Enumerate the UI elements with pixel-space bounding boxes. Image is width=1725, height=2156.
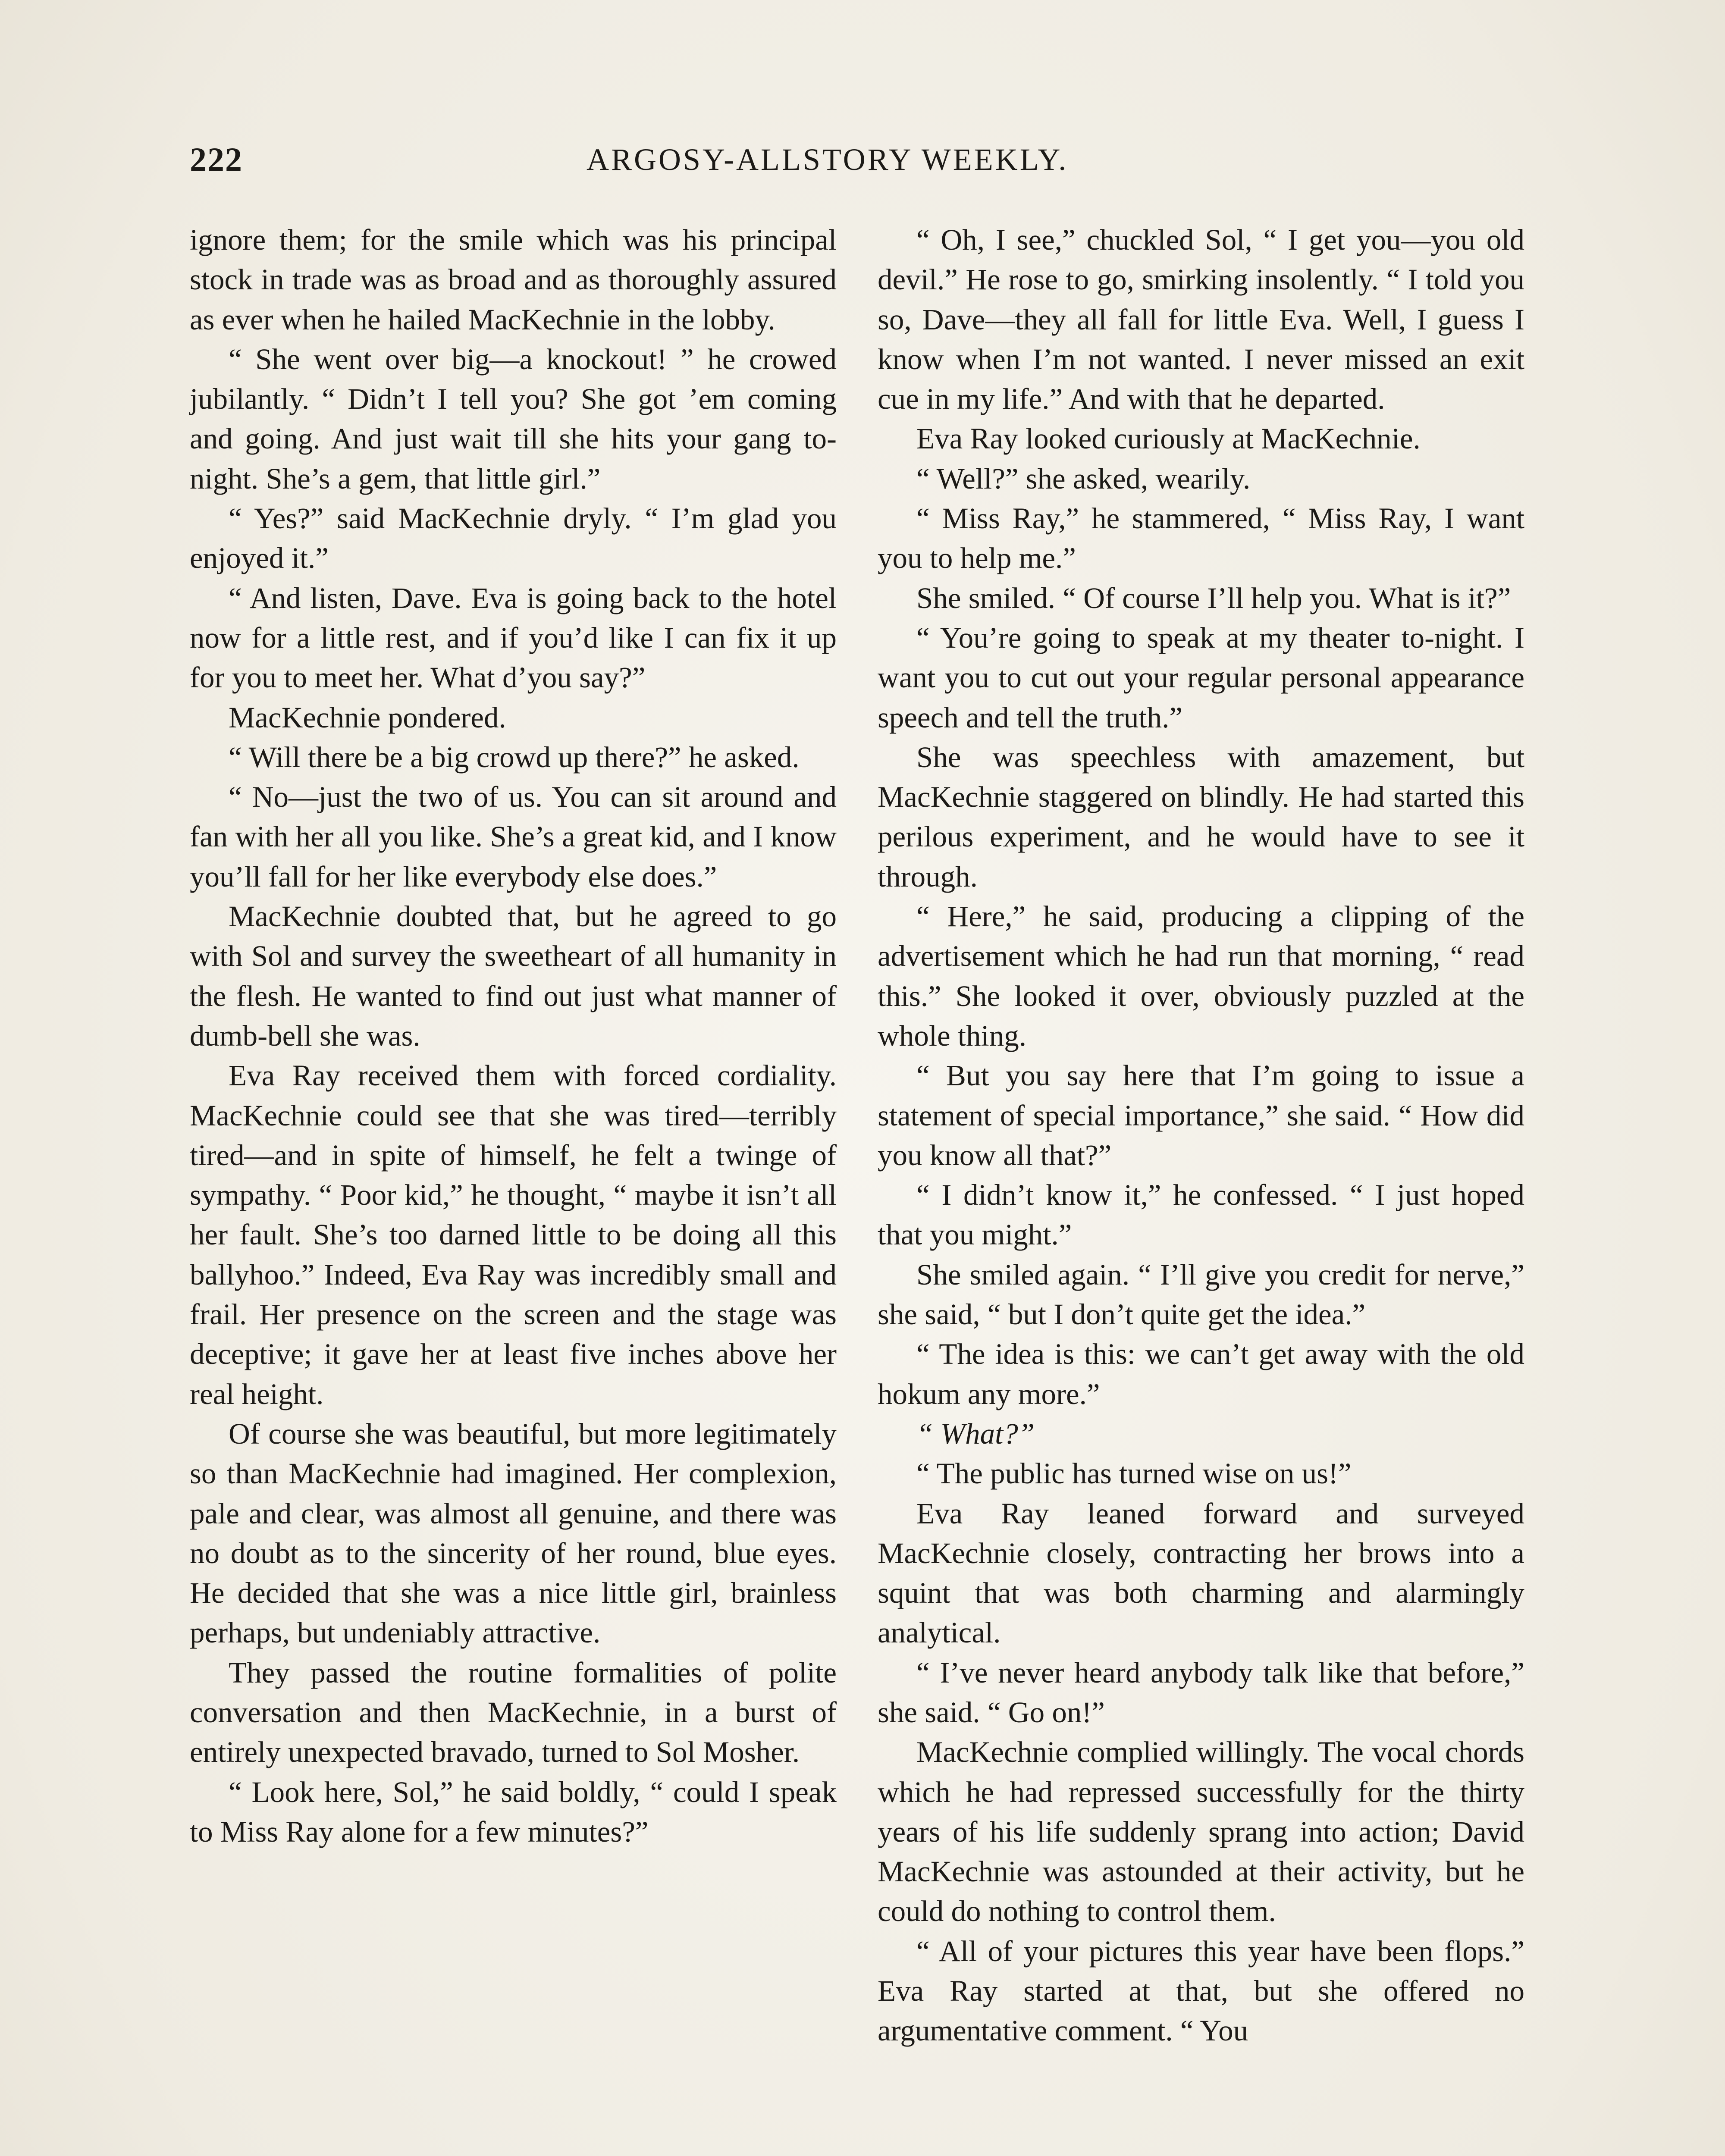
paragraph: MacKechnie complied willingly. The vocal chords which he had repressed successfully for the thirty years of his life suddenly sprang into action; David MacKechnie was astounded at their activity, but he could do nothing to control them. (878, 1736, 1524, 1928)
paragraph: “ No—just the two of us. You can sit around and fan with her all you like. She’s a great kid, and I know you’ll fall for her like everybody else does.” (190, 780, 837, 893)
paragraph: “ I didn’t know it,” he confessed. “ I just hoped that you might.” (878, 1178, 1524, 1251)
paragraph: “ The public has turned wise on us!” (916, 1457, 1352, 1490)
paragraph: Eva Ray looked curiously at MacKechnie. (916, 422, 1421, 455)
paragraph: “ I’ve never heard anybody talk like that before,” she said. “ Go on!” (878, 1656, 1524, 1729)
paragraph: Eva Ray leaned forward and surveyed MacKechnie closely, contracting her brows into a squint that was both charming and alarmingly analytical. (878, 1497, 1524, 1649)
paragraph: “ Look here, Sol,” he said boldly, “ could I speak to Miss Ray alone for a few minutes?” (190, 1775, 837, 1848)
paragraph: They passed the routine formalities of polite conversation and then MacKechnie, in a burst of entirely unexpected bravado, turned to Sol Mosher. (190, 1656, 837, 1769)
paragraph: “ The idea is this: we can’t get away with the old hokum any more.” (878, 1338, 1524, 1410)
right-column (878, 220, 1524, 2051)
paragraph: “ Will there be a big crowd up there?” he asked. (229, 740, 800, 774)
paragraph: “ Here,” he said, producing a clipping of the advertisement which he had run that morning, “ read this.” She looked it over, obviously puzzled at the whole thing. (878, 900, 1524, 1052)
paragraph: “ Yes?” said MacKechnie dryly. “ I’m glad you enjoyed it.” (190, 502, 837, 575)
paragraph: She smiled. “ Of course I’ll help you. What is it?” (916, 581, 1511, 614)
paragraph: “ What?” (916, 1417, 1035, 1450)
paragraph: “ And listen, Dave. Eva is going back to the hotel now for a little rest, and if you’d like I can fix it up for you to meet her. What d’you say?” (190, 581, 837, 694)
paragraph: She smiled again. “ I’ll give you credit for nerve,” she said, “ but I don’t quite get the idea.” (878, 1258, 1524, 1331)
paragraph: “ All of your pictures this year have been flops.” Eva Ray started at that, but she offered no argumentative comment. “ You (878, 1934, 1524, 2047)
paragraph: ignore them; for the smile which was his principal stock in trade was as broad and as thoroughly assured as ever when he hailed MacKechnie in the lobby. (190, 223, 837, 336)
paragraph: Of course she was beautiful, but more legitimately so than MacKechnie had imagined. Her complexion, pale and clear, was almost all genuine, and there was no doubt as to the sincerity of her round, blue eyes. He decided that she was a nice little girl, brainless perhaps, but undeniably attractive. (190, 1417, 837, 1649)
left-column (190, 220, 837, 1852)
page-number: 222 (190, 141, 243, 178)
paragraph: “ Oh, I see,” chuckled Sol, “ I get you—you old devil.” He rose to go, smirking insolently. “ I told you so, Dave—they all fall for little Eva. Well, I guess I know when I’m not wanted. I never missed an exit cue in my life.” And with that he departed. (878, 223, 1524, 416)
page-header (190, 140, 1535, 188)
paragraph: Eva Ray received them with forced cordiality. MacKechnie could see that she was tired—terribly tired—and in spite of himself, he felt a twinge of sympathy. “ Poor kid,” he thought, “ maybe it isn’t all her fault. She’s too darned little to be doing all this ballyhoo.” Indeed, Eva Ray was incredibly small and frail. Her presence on the screen and the stage was deceptive; it gave her at least five inches above her real height. (190, 1059, 837, 1410)
paragraph: “ Miss Ray,” he stammered, “ Miss Ray, I want you to help me.” (878, 502, 1524, 575)
paragraph: MacKechnie doubted that, but he agreed to go with Sol and survey the sweetheart of all humanity in the flesh. He wanted to find out just what manner of dumb-bell she was. (190, 900, 837, 1052)
paragraph: “ Well?” she asked, wearily. (916, 462, 1251, 495)
running-head: ARGOSY-ALLSTORY WEEKLY. (586, 142, 1069, 177)
paragraph: “ But you say here that I’m going to issue a statement of special importance,” she said. “ How did you know all that?” (878, 1059, 1524, 1172)
paragraph: MacKechnie pondered. (229, 701, 506, 734)
paragraph: “ You’re going to speak at my theater to-night. I want you to cut out your regular personal appearance speech and tell the truth.” (878, 621, 1524, 734)
paragraph: She was speechless with amazement, but MacKechnie staggered on blindly. He had started this perilous experiment, and he would have to see it through. (878, 740, 1524, 893)
paragraph: “ She went over big—a knockout! ” he crowed jubilantly. “ Didn’t I tell you? She got ’em coming and going. And just wait till she hits your gang to-night. She’s a gem, that little girl.” (190, 342, 837, 495)
